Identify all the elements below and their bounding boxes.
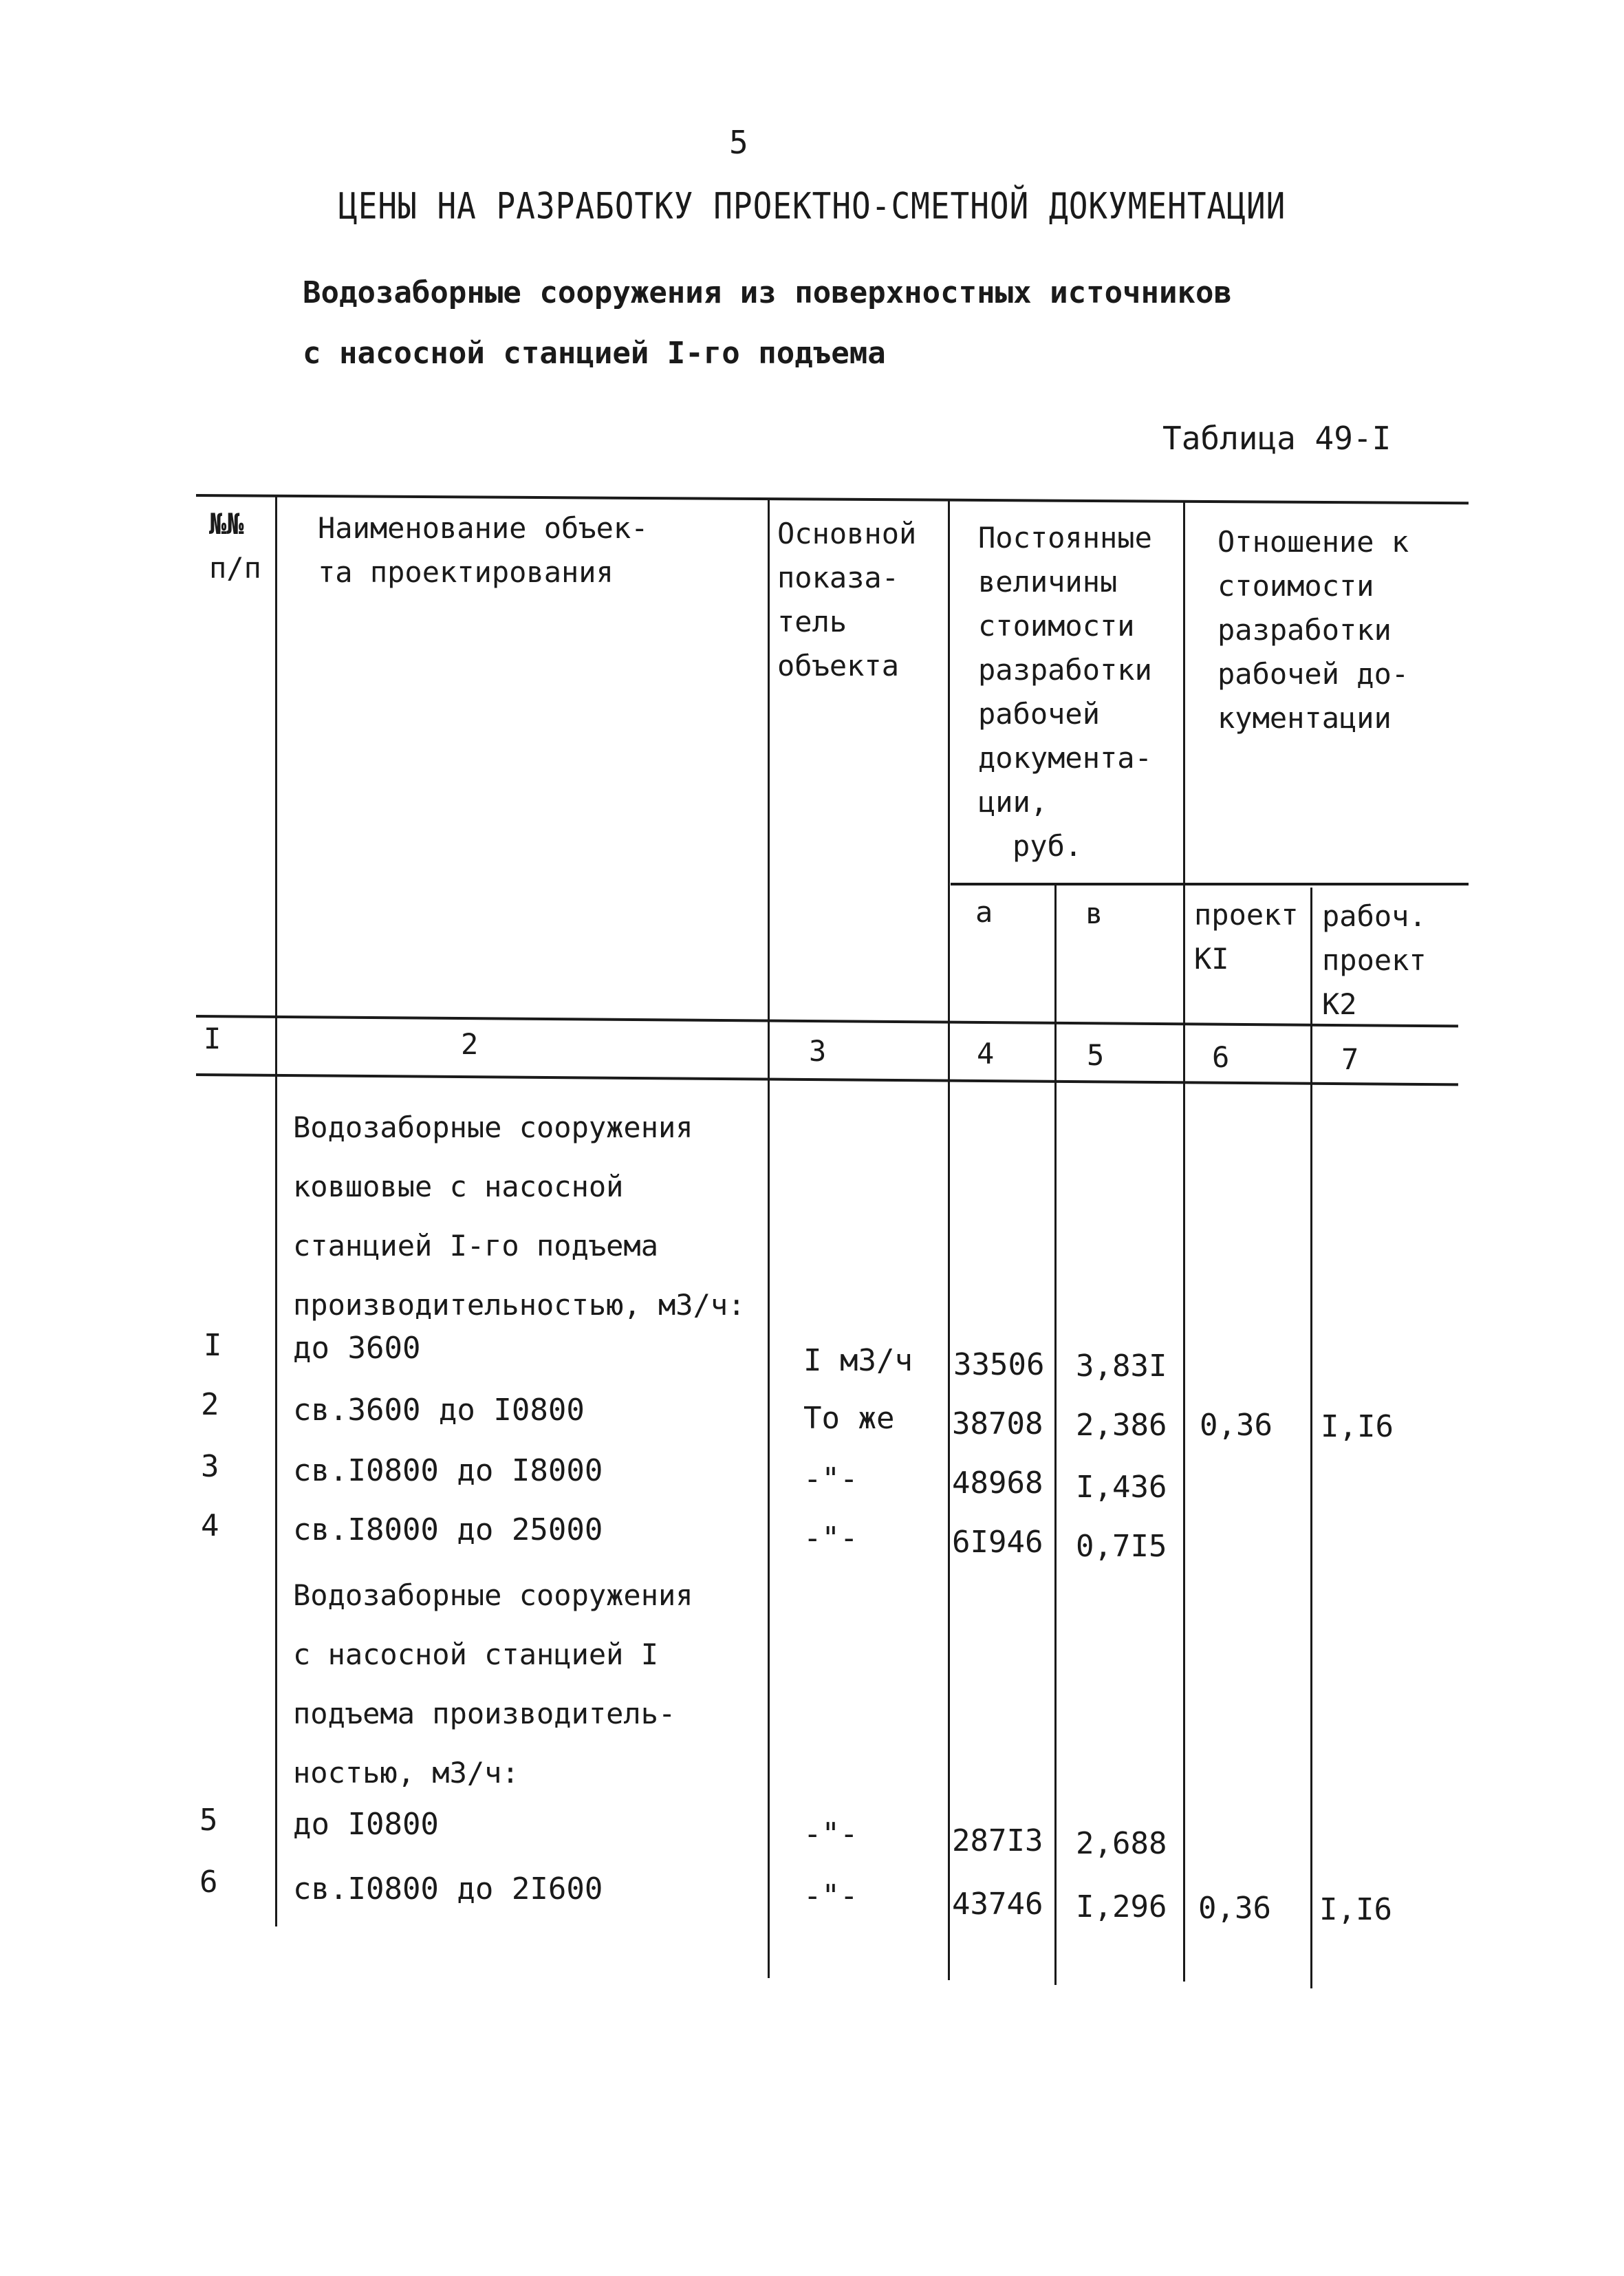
row-number: 4 — [201, 1508, 219, 1543]
group1-k2-value: I,I6 — [1321, 1409, 1394, 1444]
object-name: до 3600 — [293, 1331, 421, 1366]
header-project-k1: проект КI — [1194, 898, 1299, 976]
header-num: №№ п/п — [209, 507, 261, 585]
col-divider-3 — [948, 501, 950, 1980]
row-number: 3 — [201, 1449, 219, 1484]
header-name: Наименование объек- та проектирования — [318, 511, 649, 589]
constant-a: 287I3 — [952, 1823, 1043, 1858]
header-indicator: Основной показа- тель объекта — [777, 517, 917, 683]
row-number: 5 — [199, 1803, 218, 1838]
main-indicator: То же — [803, 1401, 895, 1436]
col-divider-4 — [1054, 884, 1057, 1985]
group1-k1-value: 0,36 — [1200, 1408, 1273, 1443]
col-divider-6 — [1310, 888, 1312, 1988]
constant-a: 6I946 — [952, 1525, 1043, 1560]
main-indicator: -"- — [803, 1521, 858, 1556]
main-indicator: -"- — [803, 1878, 858, 1913]
col-divider-5 — [1183, 502, 1185, 1982]
subtitle-line-2: с насосной станцией I-го подъема — [303, 336, 886, 371]
group2-k1-value: 0,36 — [1198, 1891, 1271, 1926]
main-indicator: -"- — [803, 1461, 858, 1496]
main-indicator: -"- — [803, 1816, 858, 1851]
constant-b: 0,7I5 — [1076, 1529, 1167, 1564]
table-label: Таблица 49-I — [1162, 420, 1392, 457]
subheader-rule — [951, 883, 1469, 885]
header-b: в — [1085, 897, 1103, 930]
column-number-3: 3 — [809, 1034, 827, 1068]
row-number: 6 — [199, 1865, 218, 1900]
constant-a: 48968 — [952, 1466, 1043, 1501]
header-a: а — [975, 895, 993, 929]
col-divider-1 — [275, 495, 277, 1926]
row-number: 2 — [201, 1387, 219, 1422]
constant-b: I,436 — [1076, 1470, 1167, 1505]
column-number-bottom-rule — [196, 1073, 1458, 1086]
object-name: св.I0800 до 2I600 — [293, 1871, 603, 1907]
column-number-top-rule — [196, 1015, 1458, 1027]
constant-b: 2,688 — [1076, 1826, 1167, 1861]
object-name: св.3600 до I0800 — [293, 1393, 585, 1428]
constant-a: 38708 — [952, 1406, 1043, 1441]
subtitle-line-1: Водозаборные сооружения из поверхностных источников — [303, 275, 1233, 310]
column-number-2: 2 — [461, 1027, 479, 1061]
constant-a: 33506 — [953, 1347, 1045, 1382]
page-number: 5 — [729, 124, 748, 161]
table-top-rule — [196, 494, 1469, 504]
column-number-1: I — [204, 1022, 221, 1055]
constant-b: I,296 — [1076, 1889, 1167, 1924]
object-name: до I0800 — [293, 1807, 439, 1842]
constant-b: 2,386 — [1076, 1408, 1167, 1443]
header-constants: Постоянные величины стоимости разработки рабочей документа- ции, руб. — [978, 521, 1152, 863]
column-number-7: 7 — [1341, 1042, 1359, 1076]
column-number-4: 4 — [977, 1037, 995, 1071]
column-number-6: 6 — [1212, 1040, 1230, 1074]
main-indicator: I м3/ч — [803, 1343, 913, 1378]
object-name: св.I0800 до I8000 — [293, 1453, 603, 1488]
group2-title: Водозаборные сооружения с насосной станцией I подъема производитель- ностью, м3/ч: — [293, 1578, 693, 1790]
object-name: св.I8000 до 25000 — [293, 1512, 603, 1547]
document-title: ЦЕНЫ НА РАЗРАБОТКУ ПРОЕКТНО-СМЕТНОЙ ДОКУМЕНТАЦИИ — [338, 184, 1286, 228]
header-working-k2: рабоч. проект К2 — [1322, 899, 1427, 1021]
constant-a: 43746 — [952, 1887, 1043, 1922]
row-number: I — [204, 1328, 222, 1363]
column-number-5: 5 — [1087, 1038, 1105, 1072]
group2-k2-value: I,I6 — [1319, 1892, 1392, 1927]
header-ratio: Отношение к стоимости разработки рабочей до- кументации — [1217, 525, 1409, 735]
constant-b: 3,83I — [1076, 1349, 1167, 1384]
col-divider-2 — [768, 499, 770, 1978]
group1-title: Водозаборные сооружения ковшовые с насосной станцией I-го подъема производительностью, м3/ч: — [293, 1110, 746, 1322]
